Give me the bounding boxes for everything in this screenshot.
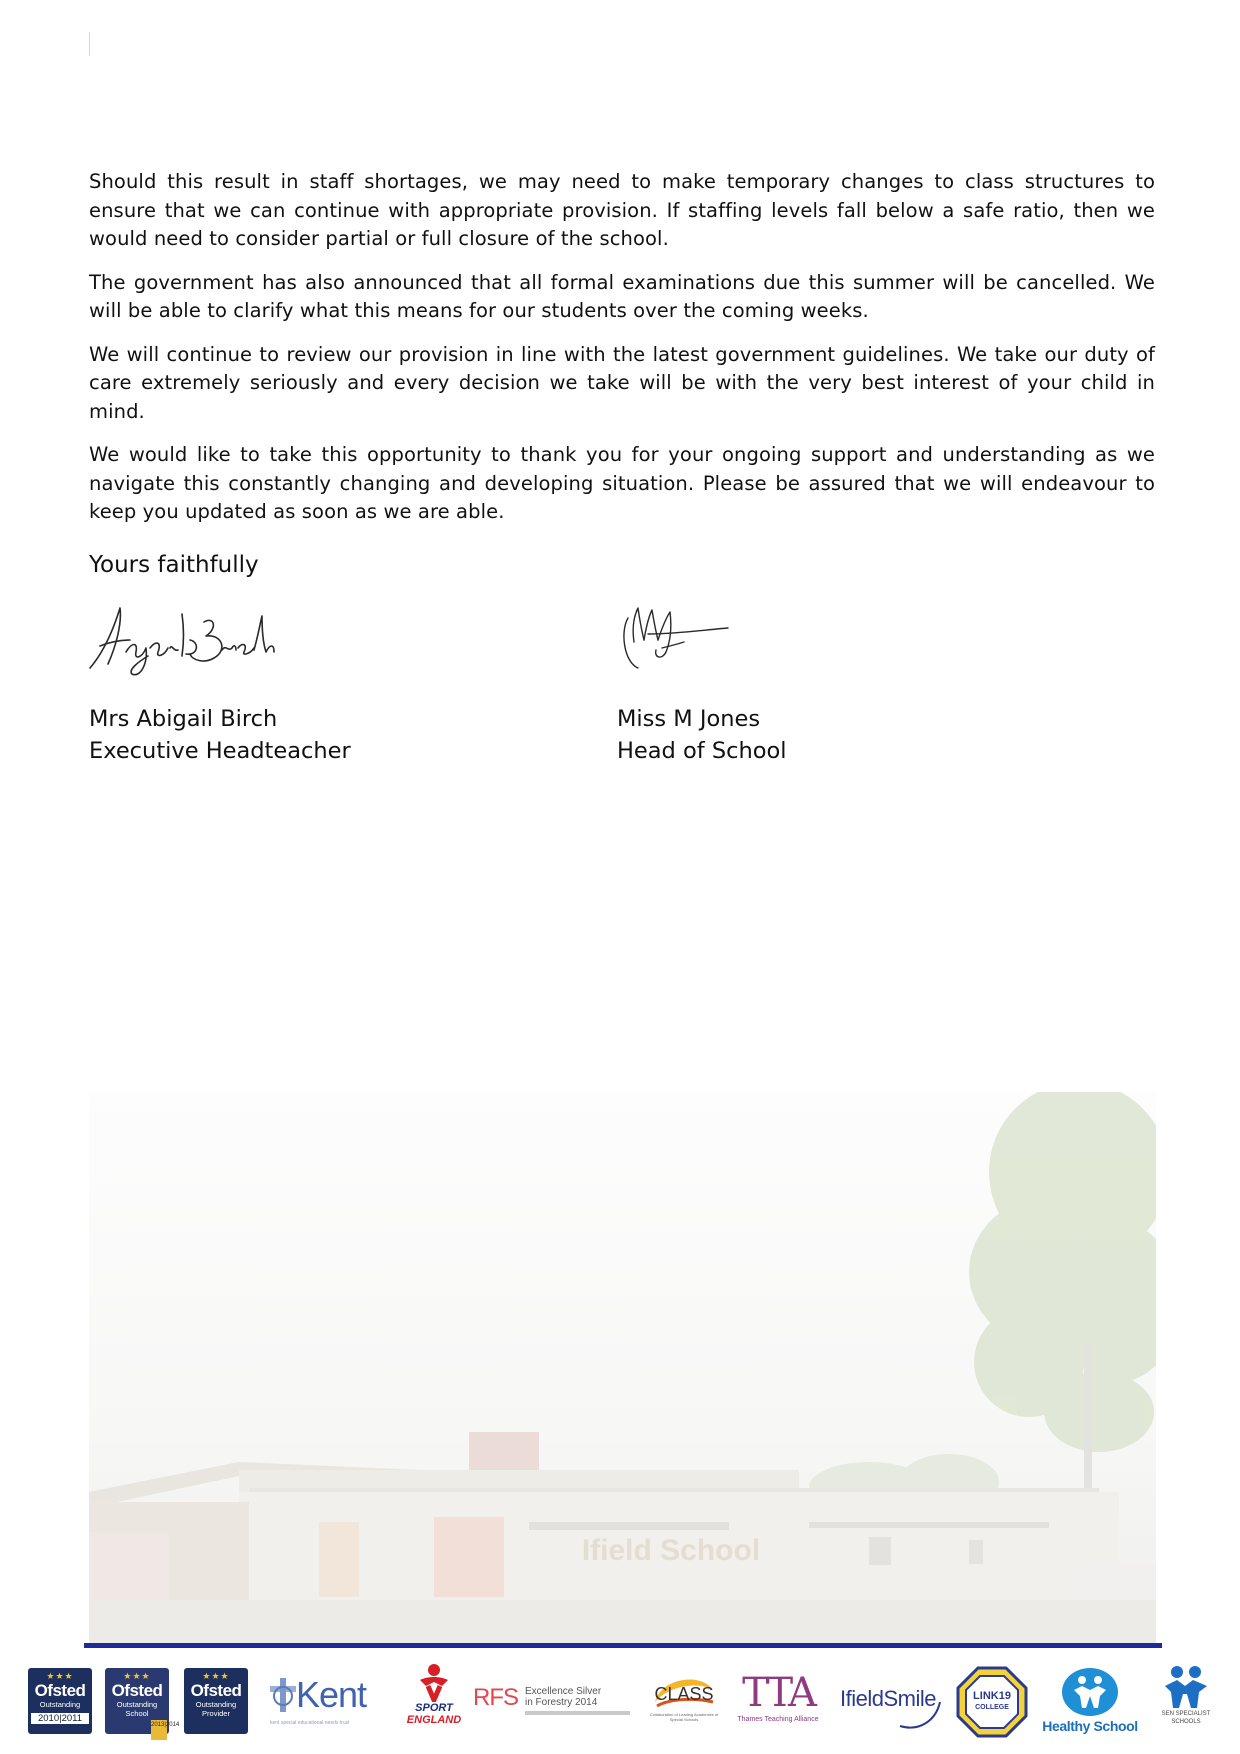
stars-icon: ★★★ [202,1671,230,1681]
signatory-name: Mrs Abigail Birch [89,706,278,732]
sport-england-logo: SPORT ENGLAND [402,1662,466,1742]
footer-logo-strip [28,1660,1224,1748]
link19-octagon-icon [956,1666,1028,1738]
school-photo-watermark [89,1092,1156,1644]
rfs-excellence-forestry-logo: RFS Excellence Silver in Forestry 2014 [473,1684,633,1724]
letter-paragraph: We would like to take this opportunity to thank you for your ongoing support and understanding as we navigate this constantly changing and developing situation. Please be assured that we will endeavour to keep you updated as soon as we are able. [89,443,1155,523]
school-building-illustration [89,1092,1156,1644]
stars-icon: ★★★ [123,1671,151,1681]
signatory-title: Executive Headteacher [89,737,351,764]
photo-school-sign: Ifield School [581,1534,761,1567]
signatory-title: Head of School [617,737,787,764]
smile-arc-icon [840,1680,950,1740]
ofsted-outstanding-school-2013-logo: ★★★ Ofsted Outstanding School 2013|2014 [105,1668,169,1734]
kent-mark-icon [270,1678,296,1714]
ofsted-outstanding-provider-logo: ★★★ Ofsted Outstanding Provider [184,1668,248,1734]
ofsted-outstanding-2010-logo: ★★★ Ofsted Outstanding 2010|2011 [28,1668,92,1734]
letter-body [89,168,1155,542]
class-alliance-logo: CLASS Collaboration of Leading Academies of Special Schools [648,1672,720,1738]
rfs-bar [525,1711,630,1715]
kent-logo: Kent kent special educational needs trust [270,1674,367,1726]
sen-specialist-schools-logo: SEN SPECIALIST SCHOOLS [1148,1664,1224,1740]
sport-england-figure-icon [416,1662,452,1702]
signatory-name: Miss M Jones [617,706,761,732]
healthy-school-logo: Healthy School [1034,1664,1146,1740]
signatory-executive-headteacher [89,704,351,767]
letter-closing: Yours faithfully [89,552,259,578]
signature-abigail-birch [86,594,276,680]
footer-rule [84,1643,1162,1648]
link19-college-logo: LINK19 COLLEGE [956,1666,1028,1738]
sen-figures-icon [1161,1664,1211,1710]
letter-paragraph: Should this result in staff shortages, we may need to make temporary changes to class structures to ensure that we can continue with appropriate provision. If staffing levels fall below a safe ratio, then we would need to consider partial or full closure of the school. [89,170,1155,250]
ifield-smile-logo: IfieldSmile [840,1680,950,1740]
stars-icon: ★★★ [46,1671,74,1681]
healthy-school-figures-icon [1060,1664,1120,1718]
page-corner-mark [89,32,90,56]
thames-teaching-alliance-logo: TTA Thames Teaching Alliance [737,1670,819,1723]
letter-paragraph: The government has also announced that all formal examinations due this summer will be cancelled. We will be able to clarify what this means for our students over the coming weeks. [89,270,1155,322]
signatory-head-of-school [617,704,787,767]
signature-m-jones [618,598,730,674]
letter-paragraph: We will continue to review our provision in line with the latest government guidelines. We take our duty of care extremely seriously and every decision we take will be with the very best interest of your child in mind. [89,342,1155,423]
